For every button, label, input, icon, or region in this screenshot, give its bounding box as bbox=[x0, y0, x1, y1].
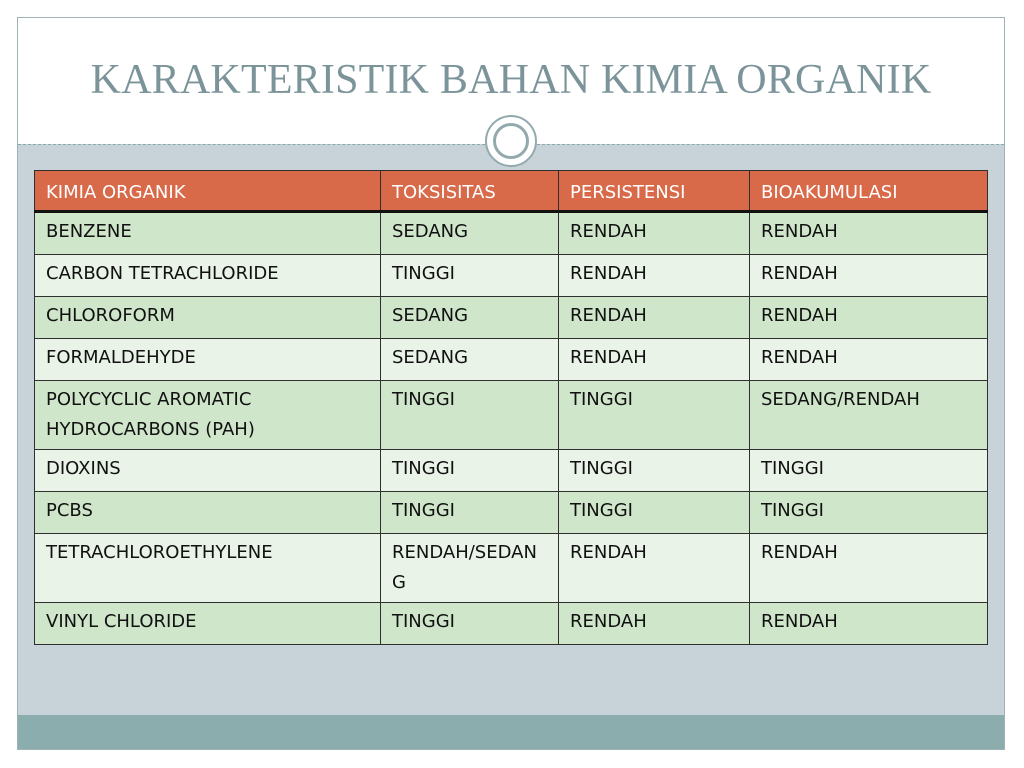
cell-persistence: TINGGI bbox=[559, 492, 750, 534]
cell-toxicity: RENDAH/SEDANG bbox=[381, 534, 559, 603]
cell-chemical: VINYL CHLORIDE bbox=[35, 603, 381, 645]
table-row bbox=[35, 450, 988, 492]
cell-toxicity: SEDANG bbox=[381, 297, 559, 339]
table-row bbox=[35, 492, 988, 534]
header-toksisitas: TOKSISITAS bbox=[381, 171, 559, 212]
cell-persistence: TINGGI bbox=[559, 450, 750, 492]
cell-persistence: RENDAH bbox=[559, 212, 750, 255]
table-header-row bbox=[35, 171, 988, 212]
cell-bioaccumulation: TINGGI bbox=[750, 492, 988, 534]
table-row bbox=[35, 255, 988, 297]
header-kimia-organik: KIMIA ORGANIK bbox=[35, 171, 381, 212]
slide-title: KARAKTERISTIK BAHAN KIMIA ORGANIK bbox=[90, 57, 932, 103]
header-persistensi: PERSISTENSI bbox=[559, 171, 750, 212]
cell-bioaccumulation: RENDAH bbox=[750, 339, 988, 381]
header-bioakumulasi: BIOAKUMULASI bbox=[750, 171, 988, 212]
circle-ornament-icon bbox=[485, 115, 537, 167]
cell-bioaccumulation: RENDAH bbox=[750, 603, 988, 645]
cell-chemical: DIOXINS bbox=[35, 450, 381, 492]
cell-persistence: RENDAH bbox=[559, 534, 750, 603]
cell-bioaccumulation: RENDAH bbox=[750, 297, 988, 339]
cell-chemical: CHLOROFORM bbox=[35, 297, 381, 339]
footer-band bbox=[18, 715, 1004, 749]
circle-ornament-inner bbox=[493, 123, 529, 159]
table-row bbox=[35, 212, 988, 255]
cell-bioaccumulation: RENDAH bbox=[750, 212, 988, 255]
table-row bbox=[35, 534, 988, 603]
cell-toxicity: TINGGI bbox=[381, 450, 559, 492]
cell-chemical: CARBON TETRACHLORIDE bbox=[35, 255, 381, 297]
chemical-properties-table bbox=[34, 170, 988, 645]
cell-toxicity: TINGGI bbox=[381, 255, 559, 297]
table-row bbox=[35, 603, 988, 645]
cell-persistence: RENDAH bbox=[559, 339, 750, 381]
cell-chemical: FORMALDEHYDE bbox=[35, 339, 381, 381]
table-row bbox=[35, 297, 988, 339]
table-row bbox=[35, 381, 988, 450]
cell-toxicity: SEDANG bbox=[381, 339, 559, 381]
table-row bbox=[35, 339, 988, 381]
cell-bioaccumulation: RENDAH bbox=[750, 534, 988, 603]
cell-chemical: BENZENE bbox=[35, 212, 381, 255]
cell-toxicity: TINGGI bbox=[381, 492, 559, 534]
cell-bioaccumulation: RENDAH bbox=[750, 255, 988, 297]
cell-toxicity: TINGGI bbox=[381, 603, 559, 645]
cell-chemical: PCBS bbox=[35, 492, 381, 534]
cell-toxicity: SEDANG bbox=[381, 212, 559, 255]
cell-bioaccumulation: SEDANG/RENDAH bbox=[750, 381, 988, 450]
cell-persistence: RENDAH bbox=[559, 297, 750, 339]
cell-persistence: TINGGI bbox=[559, 381, 750, 450]
cell-toxicity: TINGGI bbox=[381, 381, 559, 450]
cell-persistence: RENDAH bbox=[559, 603, 750, 645]
cell-bioaccumulation: TINGGI bbox=[750, 450, 988, 492]
cell-chemical: POLYCYCLIC AROMATIC HYDROCARBONS (PAH) bbox=[35, 381, 381, 450]
cell-persistence: RENDAH bbox=[559, 255, 750, 297]
cell-chemical: TETRACHLOROETHYLENE bbox=[35, 534, 381, 603]
